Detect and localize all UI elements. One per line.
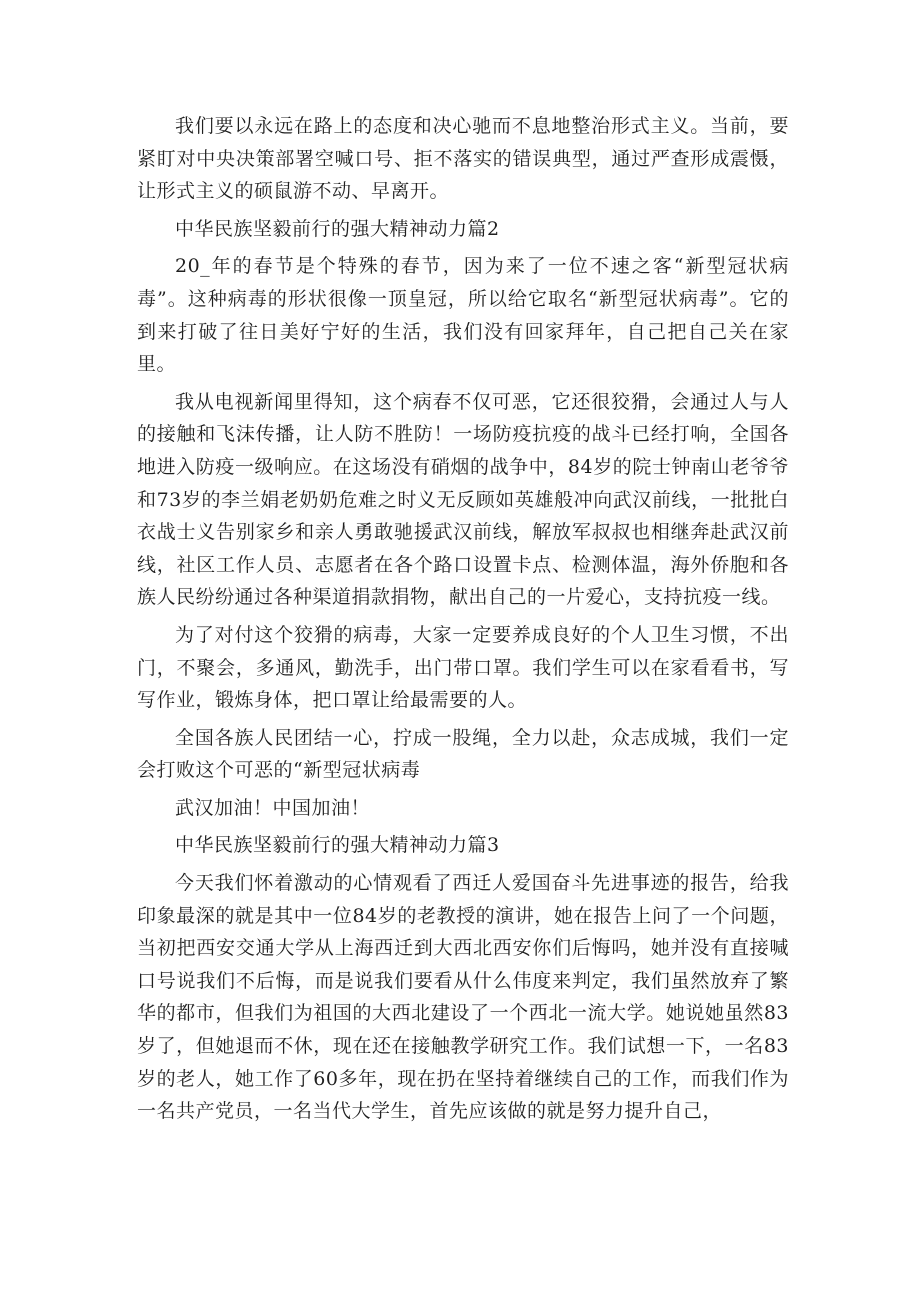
paragraph-news: 我从电视新闻里得知，这个病春不仅可恶，它还很狡猾，会通过人与人的接触和飞沫传播，让人防不胜防！一场防疫抗疫的战斗已经打响，全国各地进入防疫一级响应。在这场没有硝烟的战争中，84岁的院士钟南山老爷爷和73岁的李兰娟老奶奶危难之时义无反顾如英雄般冲向武汉前线，一批批白衣战士义告别家乡和亲人勇敢驰援武汉前线，解放军叔叔也相继奔赴武汉前线，社区工作人员、志愿者在各个路口设置卡点、检测体温，海外侨胞和各族人民纷纷通过各种渠道捐款捐物，献出自己的一片爱心，支持抗疫一线。 <box>137 390 789 609</box>
slogan-line: 武汉加油！中国加油！ <box>175 796 371 819</box>
paragraph-spring-festival: 20_年的春节是个特殊的春节，因为来了一位不速之客“新型冠状病毒”。这种病毒的形状很像一顶皇冠，所以给它取名“新型冠状病毒”。它的到来打破了往日美好宁好的生活，我们没有回家拜年，自己把自己关在家里。 <box>137 255 789 376</box>
paragraph-formalism: 我们要以永远在路上的态度和决心驰而不息地整治形式主义。当前，要紧盯对中央决策部署空喊口号、拒不落实的错误典型，通过严查形成震慑，让形式主义的硕鼠游不动、早离开。 <box>137 115 789 203</box>
section-heading-3: 中华民族坚毅前行的强大精神动力篇3 <box>175 834 500 857</box>
paragraph-westward: 今天我们怀着激动的心情观看了西迁人爱国奋斗先进事迹的报告，给我印象最深的就是其中一位84岁的老教授的演讲，她在报告上问了一个问题，当初把西安交通大学从上海西迁到大西北西安你们后悔吗，她并没有直接喊口号说我们不后悔，而是说我们要看从什么伟度来判定，我们虽然放弃了繁华的都市，但我们为祖国的大西北建设了一个西北一流大学。她说她虽然83岁了，但她退而不休，现在还在接触教学研究工作。我们试想一下，一名83岁的老人，她工作了60多年，现在扔在坚持着继续自己的工作，而我们作为一名共产党员，一名当代大学生，首先应该做的就是努力提升自己， <box>137 872 789 1123</box>
paragraph-hygiene: 为了对付这个狡猾的病毒，大家一定要养成良好的个人卫生习惯，不出门，不聚会，多通风，勤洗手，出门带口罩。我们学生可以在家看看书，写写作业，锻炼身体，把口罩让给最需要的人。 <box>137 623 789 712</box>
section-heading-2: 中华民族坚毅前行的强大精神动力篇2 <box>175 217 500 240</box>
paragraph-unity: 全国各族人民团结一心，拧成一股绳，全力以赴，众志成城，我们一定会打败这个可恶的“新型冠状病毒 <box>137 726 789 782</box>
document-body <box>137 110 789 1133</box>
